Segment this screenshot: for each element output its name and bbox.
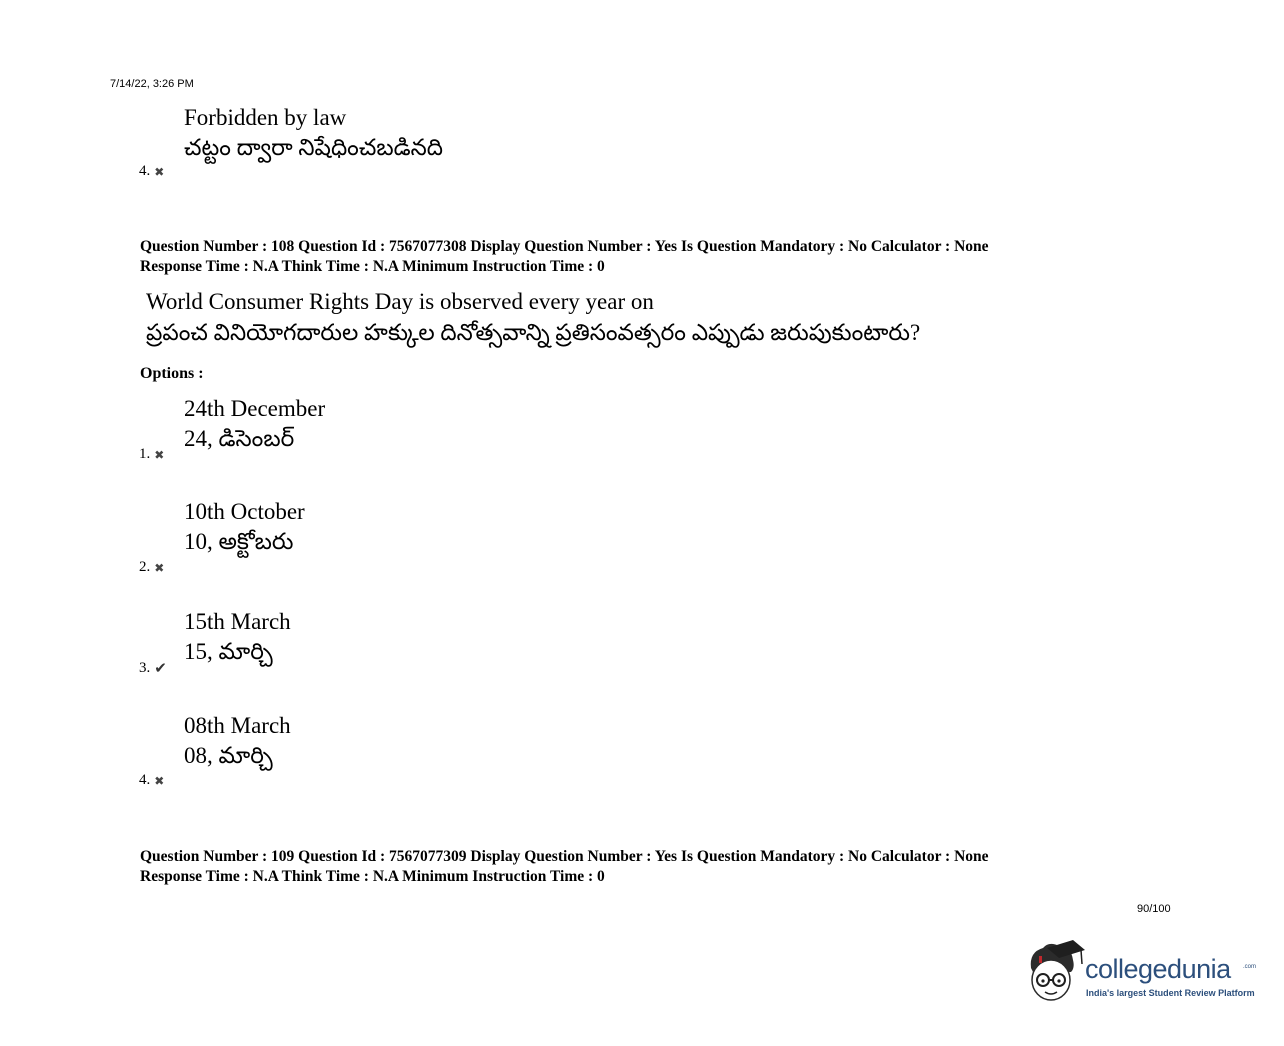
option-4-english: 08th March xyxy=(184,713,291,738)
option-1-telugu: 24, డిసెంబర్ xyxy=(184,426,295,451)
question-109-meta-line2: Response Time : N.A Think Time : N.A Minimum Instruction Time : 0 xyxy=(140,868,605,885)
option-1-english: 24th December xyxy=(184,396,326,421)
option-2-text xyxy=(184,497,305,557)
question-108-telugu: ప్రపంచ వినియోగదారుల హక్కుల దినోత్సవాన్ని ప్రతిసంవత్సరం ఎప్పుడు జరుపుకుంటారు? xyxy=(146,320,921,345)
options-label: Options : xyxy=(140,365,204,382)
option-3-english: 15th March xyxy=(184,609,291,634)
option-4-text xyxy=(184,711,291,771)
question-109-meta xyxy=(140,847,989,887)
question-108-meta xyxy=(140,237,989,277)
question-108-meta-line2: Response Time : N.A Think Time : N.A Minimum Instruction Time : 0 xyxy=(140,258,605,275)
cross-icon: ✖ xyxy=(154,560,165,575)
logo-wordmark: collegedunia xyxy=(1085,954,1231,984)
logo-domain: .com xyxy=(1243,964,1257,970)
question-109-meta-line1: Question Number : 109 Question Id : 7567077309 Display Question Number : Yes Is Question Mandatory : No Calculator : None xyxy=(140,848,989,865)
collegedunia-logo xyxy=(1025,938,1255,1012)
question-108-english: World Consumer Rights Day is observed every year on xyxy=(146,289,654,314)
question-108-text xyxy=(146,286,920,348)
option-2-english: 10th October xyxy=(184,499,305,524)
option-3-text xyxy=(184,607,291,667)
option-3-number: 3. ✔ xyxy=(139,659,167,677)
page-number: 90/100 xyxy=(1137,903,1171,915)
option-4-number: 4. ✖ xyxy=(139,772,165,788)
cross-icon: ✖ xyxy=(154,164,165,179)
cross-icon: ✖ xyxy=(154,773,165,788)
prev-option-4-text xyxy=(184,103,443,163)
prev-option-4-number: 4. ✖ xyxy=(139,163,165,179)
mascot-icon xyxy=(1025,938,1085,1012)
option-2-telugu: 10, అక్టోబరు xyxy=(184,529,294,554)
print-timestamp: 7/14/22, 3:26 PM xyxy=(110,78,194,90)
option-3-telugu: 15, మార్చి xyxy=(184,639,273,664)
option-1-text xyxy=(184,394,325,454)
prev-option-4-telugu: చట్టం ద్వారా నిషేధించబడినది xyxy=(184,135,443,160)
logo-tagline: India's largest Student Review Platform xyxy=(1086,988,1255,998)
check-icon: ✔ xyxy=(154,659,167,677)
question-108-meta-line1: Question Number : 108 Question Id : 7567077308 Display Question Number : Yes Is Question Mandatory : No Calculator : None xyxy=(140,238,989,255)
option-2-number: 2. ✖ xyxy=(139,559,165,575)
cross-icon: ✖ xyxy=(154,447,165,462)
option-1-number: 1. ✖ xyxy=(139,446,165,462)
prev-option-4-english: Forbidden by law xyxy=(184,105,347,130)
option-4-telugu: 08, మార్చి xyxy=(184,743,273,768)
